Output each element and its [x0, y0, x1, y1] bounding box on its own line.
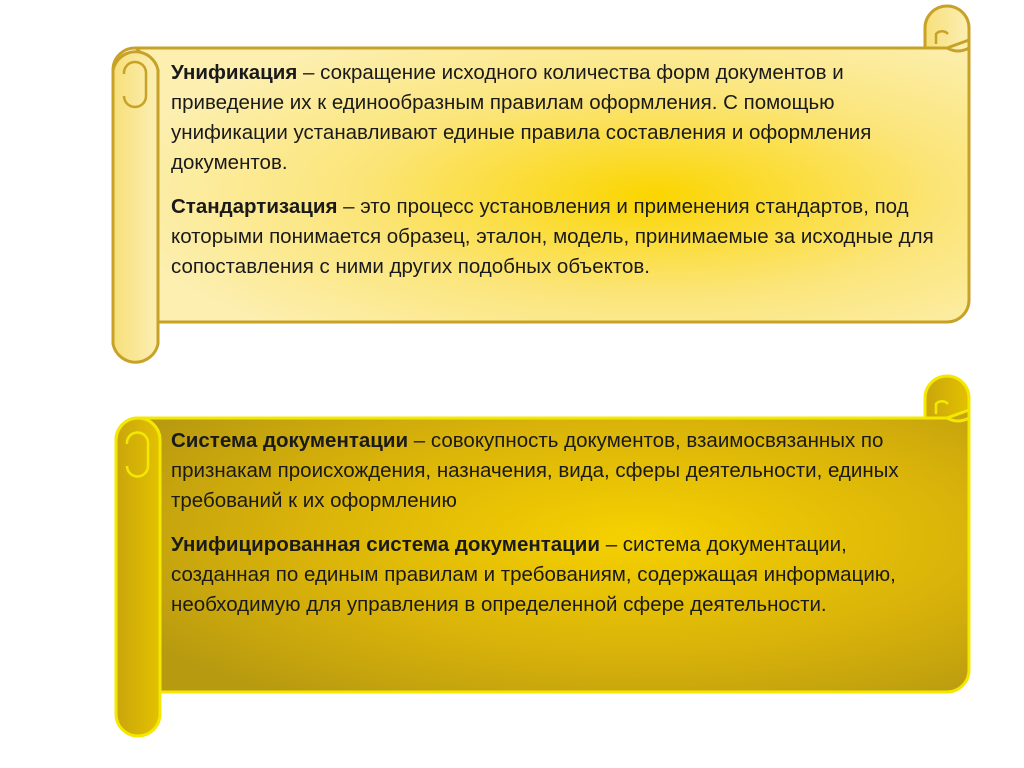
definition-paragraph: [171, 426, 941, 516]
definition-term: Унифицированная система документации: [171, 533, 600, 556]
definition-text: – система документации, созданная по единым правилам и требованиям, содержащая информацию, необходимую для управления в определенной сфере деятельности.: [171, 533, 896, 616]
definition-paragraph: [171, 530, 941, 620]
definition-text: – сокращение исходного количества форм документов и приведение их к единообразным правилам оформления. С помощью унификации устанавливают единые правила составления и оформления документов.: [171, 61, 872, 174]
definition-term: Унификация: [171, 61, 298, 84]
definition-paragraph: [171, 58, 941, 178]
definition-text: – совокупность документов, взаимосвязанных по признакам происхождения, назначения, вида, сферы деятельности, единых требований к их оформлению: [171, 429, 899, 512]
definition-term: Система документации: [171, 429, 409, 452]
definition-paragraph: [171, 192, 941, 282]
definition-term: Стандартизация: [171, 195, 338, 218]
scroll-bottom-text: [171, 426, 941, 634]
scroll-top-text: [171, 58, 941, 296]
definition-text: – это процесс установления и применения стандартов, под которыми понимается образец, эталон, модель, принимаемые за исходные для сопоставления с ними других подобных объектов.: [171, 195, 934, 278]
